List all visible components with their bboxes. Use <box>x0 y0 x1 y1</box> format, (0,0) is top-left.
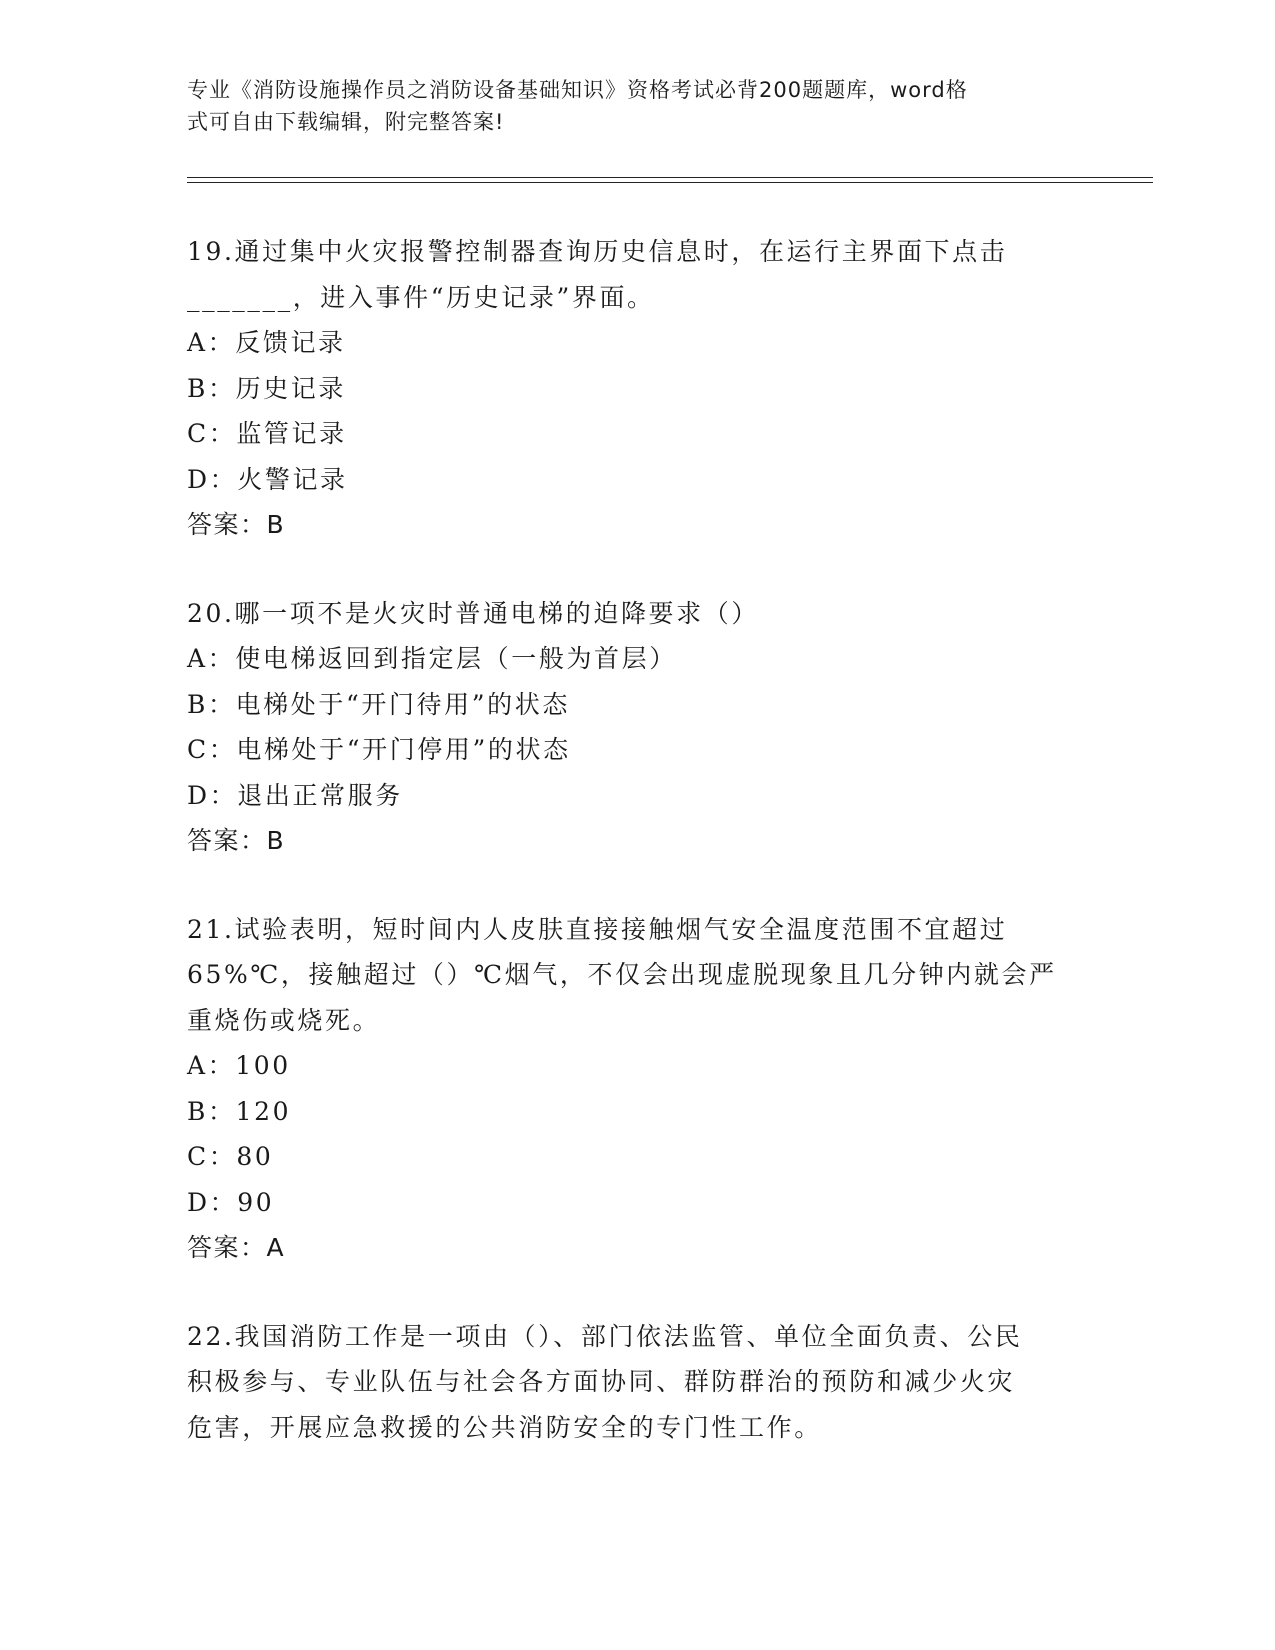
option-d: D：火警记录 <box>187 464 348 494</box>
question-text-line: _______，进入事件“历史记录”界面。 <box>187 282 655 312</box>
question-text-line: 65%℃，接触超过（）℃烟气，不仅会出现虚脱现象且几分钟内就会严 <box>187 960 1057 989</box>
header-line-1: 专业《消防设施操作员之消防设备基础知识》资格考试必背200题题库，word格 <box>187 78 968 102</box>
question-list <box>187 229 1077 1493</box>
question-22 <box>187 1314 1077 1451</box>
option-d: D：退出正常服务 <box>187 780 403 810</box>
question-text-line: 积极参与、专业队伍与社会各方面协同、群防群治的预防和减少火灾 <box>187 1367 1016 1396</box>
option-a: A：反馈记录 <box>187 328 346 357</box>
option-b: B：120 <box>187 1096 292 1126</box>
option-d: D：90 <box>187 1187 275 1217</box>
answer-label: 答案：A <box>187 1233 286 1262</box>
answer-label: 答案：B <box>187 510 286 539</box>
question-text-line: 危害，开展应急救援的公共消防安全的专门性工作。 <box>187 1412 822 1442</box>
question-21 <box>187 907 1077 1271</box>
option-a: A：100 <box>187 1051 291 1080</box>
question-text-line: 22.我国消防工作是一项由（）、部门依法监管、单位全面负责、公民 <box>187 1321 1023 1351</box>
answer-label: 答案：B <box>187 826 286 855</box>
question-text-line: 重烧伤或烧死。 <box>187 1005 381 1035</box>
option-b: B：历史记录 <box>187 373 346 403</box>
document-header <box>187 74 1067 138</box>
question-text-line: 19.通过集中火灾报警控制器查询历史信息时，在运行主界面下点击 <box>187 237 1008 266</box>
question-text-line: 20.哪一项不是火灾时普通电梯的迫降要求（） <box>187 598 759 628</box>
option-a: A：使电梯返回到指定层（一般为首层） <box>187 644 677 673</box>
option-b: B：电梯处于“开门待用”的状态 <box>187 689 570 719</box>
option-c: C：电梯处于“开门停用”的状态 <box>187 735 571 764</box>
question-20 <box>187 591 1077 864</box>
header-line-2: 式可自由下载编辑，附完整答案! <box>187 110 505 134</box>
header-divider-bottom <box>187 182 1153 183</box>
option-c: C：80 <box>187 1142 274 1171</box>
question-text-line: 21.试验表明，短时间内人皮肤直接接触烟气安全温度范围不宜超过 <box>187 914 1008 944</box>
question-19 <box>187 229 1077 548</box>
option-c: C：监管记录 <box>187 419 347 448</box>
header-divider-top <box>187 177 1153 178</box>
